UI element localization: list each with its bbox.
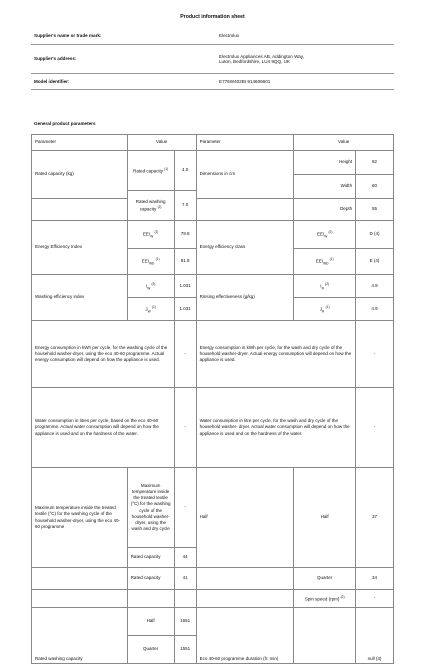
spin-text: Spin speed (rpm) xyxy=(304,596,340,602)
temperature-row-3 xyxy=(32,568,394,590)
energy-left-value: - xyxy=(174,321,196,388)
temperature-row-1 xyxy=(32,468,394,548)
depth-value: 55 xyxy=(356,199,394,221)
header-parameter-left: Parameter xyxy=(32,135,128,151)
wei-row-1 xyxy=(32,275,394,298)
spin-sup: (2) xyxy=(340,594,345,599)
energy-right-value: - xyxy=(356,321,394,388)
spin-speed-label xyxy=(294,590,356,608)
supplier-address-value xyxy=(216,44,394,73)
rinse-w-value: 4.9 xyxy=(356,275,394,298)
model-identifier-label: Model identifier: xyxy=(31,73,216,89)
wei-label: Washing efficiency index xyxy=(32,275,128,321)
spin-empty-3 xyxy=(174,590,196,608)
eei-wd-value: 81.8 xyxy=(174,249,196,275)
eei-w-sub: W xyxy=(150,234,154,239)
rinse-wd-text: J xyxy=(319,306,323,312)
supplier-address-line1: Electrolux Appliances AB, Addington Way, xyxy=(219,53,305,59)
water-row xyxy=(32,388,394,468)
rinse-label: Rinsing effectiveness (g/kg) xyxy=(196,275,294,321)
rc-label: Rated capacity xyxy=(133,168,163,174)
eec-wd-label xyxy=(294,249,356,275)
temp-rc2-label: Rated capacity xyxy=(127,568,174,590)
temp-quarter-label: Quarter xyxy=(294,568,356,590)
header-parameter-right: Parameter xyxy=(196,135,294,151)
energy-left-text: Energy consumption in kWh per cycle, for the washing cycle of the household washer-dryer, using the eco 40-60 programme. Actual energy consumption will depend on how the appliance is used. xyxy=(32,321,175,388)
supplier-name-label: Supplier's name or trade mark: xyxy=(31,27,216,44)
eec-wd-text: EEI xyxy=(315,258,324,264)
energy-right-text: Energy consumption in kWh per cycle, for the wash and dry cycle of the household washer-dryer. Actual energy consumption will depend on how the appliance is used. xyxy=(196,321,356,388)
width-value: 60 xyxy=(356,175,394,199)
capacity-empty-cell xyxy=(32,199,128,221)
supplier-address-line2: Luton, Bedfordshire, LU4 9QQ, UK xyxy=(219,58,290,64)
rated-capacity-value: 4.0 xyxy=(174,151,196,191)
eec-w-value: D (4) xyxy=(356,221,394,249)
supplier-info-table xyxy=(31,27,394,90)
wash-half-value: 1551 xyxy=(174,608,196,636)
depth-label: Depth xyxy=(294,199,356,221)
rinse-w-text: I xyxy=(320,283,322,289)
wei-w-sup: (2) xyxy=(151,281,156,286)
temperature-half-label: Half xyxy=(196,468,294,568)
rwc-sup: (2) xyxy=(157,204,162,209)
temperature-middle-text: Maximum temperature inside the treated textile (°C) for the washing cycle of the household washer-dryer, using the wash and dry cycle xyxy=(127,468,174,548)
water-right-value: - xyxy=(356,388,394,468)
model-identifier-value: E776W402BI 914606601 xyxy=(216,73,394,89)
wei-wd-sub: W xyxy=(147,309,151,314)
page-title: Product information sheet xyxy=(180,14,245,20)
eei-label: Energy Efficiency Index xyxy=(32,221,128,275)
model-identifier-row xyxy=(31,73,394,89)
header-row xyxy=(32,135,394,151)
eei-wd-text: EEI xyxy=(141,258,150,264)
header-value-right: Value xyxy=(294,135,394,151)
dimensions-empty-cell xyxy=(196,199,294,221)
wei-w-value: 1.031 xyxy=(174,275,196,298)
eec-label: Energy efficiency class xyxy=(196,221,294,275)
temp-rc-value: 44 xyxy=(174,548,196,568)
eei-wd-label xyxy=(127,249,174,275)
eec-w-text: EEI xyxy=(316,231,325,237)
wei-wd-sup: (1) xyxy=(151,304,156,309)
temperature-middle-value: - xyxy=(174,468,196,548)
eco-duration-value: null (4) xyxy=(356,608,394,664)
spin-empty-4 xyxy=(196,590,294,608)
wei-w-sub: W xyxy=(147,286,151,291)
eco-duration-label: Eco 40-60 programme duration (h: min) xyxy=(196,608,294,664)
capacity-row-4 xyxy=(32,199,394,221)
width-label: Width xyxy=(294,175,356,199)
eei-row-1 xyxy=(32,221,394,249)
dimensions-label: Dimensions in cm xyxy=(196,151,294,199)
eec-w-label xyxy=(294,221,356,249)
height-value: 82 xyxy=(356,151,394,175)
rinse-w-sub: R xyxy=(321,286,324,291)
energy-row xyxy=(32,321,394,388)
spin-empty-2 xyxy=(127,590,174,608)
temperature-row-4 xyxy=(32,590,394,608)
wei-wd-value: 1.031 xyxy=(174,298,196,321)
rinse-w-label xyxy=(294,275,356,298)
height-label: Height xyxy=(294,151,356,175)
eec-w-sup: (2) xyxy=(328,230,333,235)
temp-rc2-value: 41 xyxy=(174,568,196,590)
rinse-wd-sub: R xyxy=(322,309,325,314)
supplier-name-row xyxy=(31,27,394,44)
rated-washing-capacity-label: Rated washing capacity xyxy=(32,608,128,664)
header-value-left: Value xyxy=(127,135,196,151)
temp-empty-right xyxy=(196,568,294,590)
wash-quarter-label: Quarter xyxy=(127,636,174,664)
wei-wd-text: J xyxy=(145,306,148,312)
rinse-wd-value: 4.9 xyxy=(356,298,394,321)
water-left-value: - xyxy=(174,388,196,468)
temp-half-label: Half xyxy=(294,468,356,568)
rated-washing-capacity-value: 7.0 xyxy=(174,191,196,221)
rwc-label: Rated washing capacity xyxy=(135,198,166,212)
rated-washing-capacity-sublabel xyxy=(127,191,174,221)
washing-row-1 xyxy=(32,608,394,636)
temp-rc-label: Rated capacity xyxy=(127,548,174,568)
supplier-address-row xyxy=(31,44,394,73)
rated-capacity-sublabel xyxy=(127,151,174,191)
temp-empty-left xyxy=(32,568,128,590)
eei-wd-sub: WD xyxy=(149,261,155,266)
parameters-table xyxy=(31,134,394,664)
eei-w-value: 79.8 xyxy=(174,221,196,249)
wash-half-label: Half xyxy=(127,608,174,636)
eec-wd-value: E (4) xyxy=(356,249,394,275)
wei-w-label xyxy=(127,275,174,298)
temp-half-value: 37 xyxy=(356,468,394,568)
eei-w-label xyxy=(127,221,174,249)
eec-wd-sub: WD xyxy=(323,261,329,266)
rinse-w-sup: (2) xyxy=(325,281,330,286)
eei-w-sup: (2) xyxy=(154,230,159,235)
eco-duration-empty xyxy=(294,608,356,664)
water-right-text: Water consumption in litre per cycle, for the wash and dry cycle of the household washer- dryer. Actual water consumption will depend on how the appliance is used and on the hardness of the water. xyxy=(196,388,356,468)
temp-quarter-value: 34 xyxy=(356,568,394,590)
spin-speed-value: - xyxy=(356,590,394,608)
eei-w-text: EEI xyxy=(142,231,151,237)
eei-wd-sup: (1) xyxy=(155,257,160,262)
rc-sup: (1) xyxy=(164,166,169,171)
eec-w-sub: W xyxy=(324,234,328,239)
water-left-text: Water consumption in litres per cycle, based on the eco 40-60 programme. Actual water consumption will depend on how the appliance is used and on the hardness of the water. xyxy=(32,388,175,468)
temperature-left-text: Maximum temperature inside the treated textile (°C) for the washing cycle of the household washer-dryer, using the eco 40-60 programme xyxy=(32,468,128,568)
spin-empty-1 xyxy=(32,590,128,608)
supplier-name-value: Electrolux xyxy=(216,27,394,44)
capacity-row-1 xyxy=(32,151,394,175)
wash-quarter-value: 1551 xyxy=(174,636,196,664)
rinse-wd-sup: (1) xyxy=(325,304,330,309)
rinse-wd-label xyxy=(294,298,356,321)
supplier-address-label: Supplier's address: xyxy=(31,44,216,73)
rated-capacity-label: Rated capacity (kg) xyxy=(32,151,128,199)
general-parameters-heading: General product parameters xyxy=(34,121,96,126)
wei-wd-label xyxy=(127,298,174,321)
eec-wd-sup: (1) xyxy=(329,257,334,262)
wei-w-text: I xyxy=(145,283,148,289)
